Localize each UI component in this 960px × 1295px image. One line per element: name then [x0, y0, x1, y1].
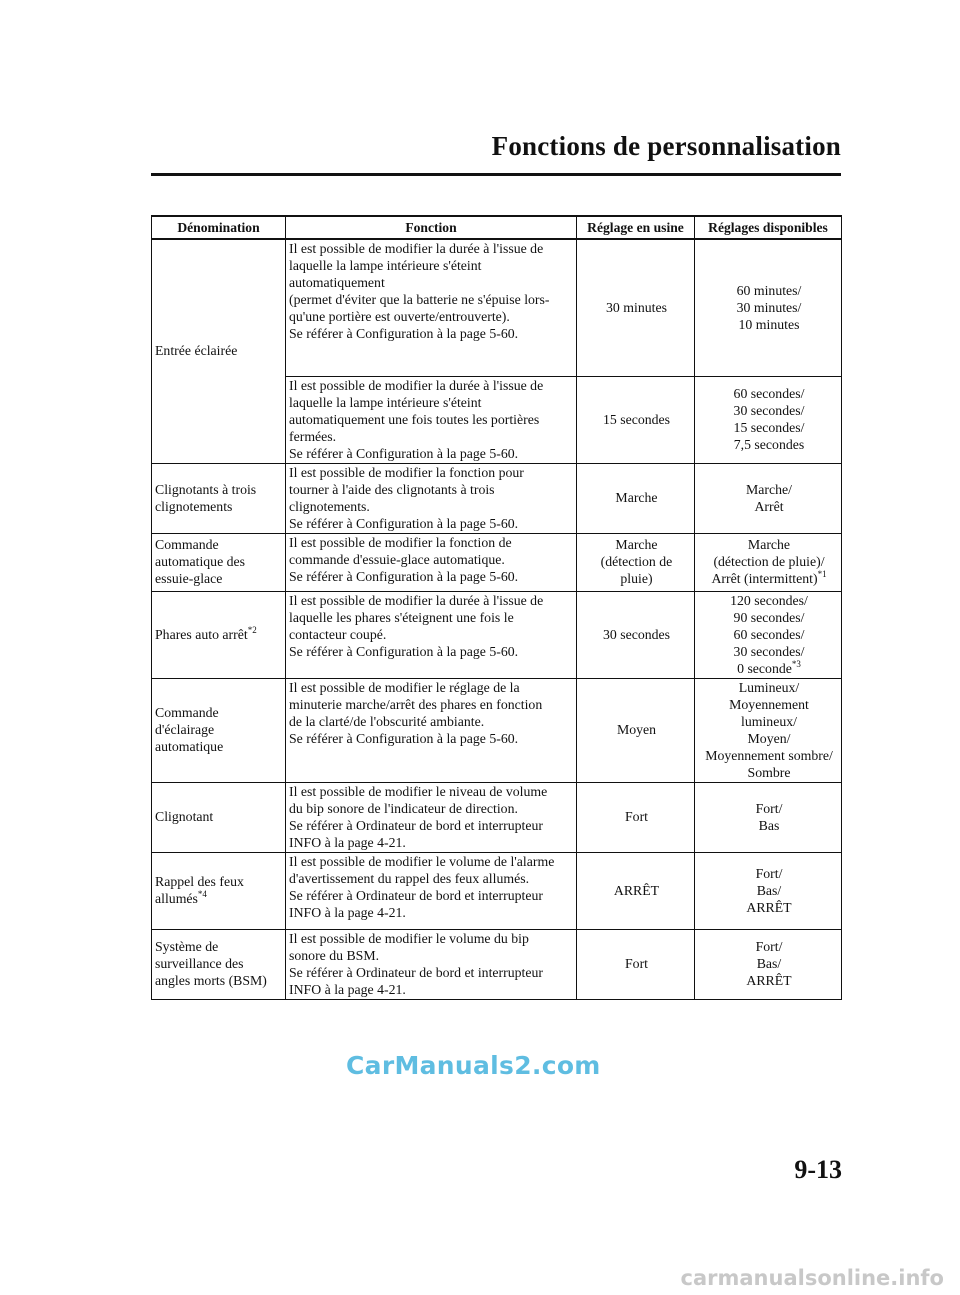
cell-denomination-line: Entrée éclairée — [155, 343, 238, 359]
cell-fonction-line: Il est possible de modifier la durée à l'issue de — [289, 377, 544, 393]
cell-reglage-usine — [577, 782, 695, 852]
cell-fonction-line: laquelle la lampe intérieure s'éteint — [289, 258, 482, 273]
cell-reglage-usine — [577, 533, 695, 591]
cell-denomination-line: Commande — [155, 705, 219, 720]
cell-reglage-usine — [577, 591, 695, 678]
cell-reglage-usine — [577, 678, 695, 782]
cell-denomination-line: automatique — [155, 739, 224, 754]
cell-fonction-line: Se référer à Configuration à la page 5-60. — [289, 515, 519, 531]
cell-denomination-line: Système de — [155, 939, 219, 954]
cell-reglages-disponibles-line: 120 secondes/ — [730, 592, 808, 608]
cell-reglages-disponibles-line: Fort/ — [755, 939, 783, 954]
cell-fonction — [286, 782, 577, 852]
footnote-marker: *1 — [817, 569, 827, 579]
cell-denomination-line: Phares auto arrêt$^{*2}$ — [155, 624, 257, 642]
cell-reglages-disponibles — [695, 376, 842, 463]
cell-reglage-usine — [577, 852, 695, 929]
cell-reglage-usine-line: Fort — [625, 809, 648, 824]
cell-reglage-usine-line: 30 secondes — [602, 626, 671, 642]
cell-reglage-usine-line: Marche — [615, 537, 658, 552]
title-rule — [151, 173, 841, 176]
cell-reglage-usine — [577, 376, 695, 463]
cell-reglages-disponibles-line: 15 secondes/ — [733, 420, 805, 435]
cell-fonction-line: qu'une portière est ouverte/entrouverte). — [289, 309, 510, 324]
cell-reglages-disponibles-line: lumineux/ — [741, 713, 797, 729]
cell-denomination — [152, 533, 286, 591]
table-row — [152, 463, 842, 533]
cell-fonction-line: Se référer à Ordinateur de bord et interrupteur — [289, 887, 543, 903]
cell-reglages-disponibles-line: 30 secondes/ — [733, 403, 805, 418]
cell-denomination — [152, 929, 286, 999]
cell-denomination-line: automatique des — [155, 554, 246, 569]
table-row — [152, 533, 842, 591]
cell-fonction-line: Il est possible de modifier le volume de l'alarme — [289, 853, 555, 869]
cell-fonction-line: tourner à l'aide des clignotants à trois — [289, 481, 495, 497]
cell-reglages-disponibles-line: 30 minutes/ — [736, 299, 802, 315]
cell-reglages-disponibles-line: Moyen/ — [747, 730, 791, 746]
cell-reglages-disponibles-line: ARRÊT — [746, 899, 792, 915]
cell-fonction-line: Il est possible de modifier la fonction de — [289, 534, 512, 550]
cell-fonction-line: clignotements. — [289, 498, 370, 514]
cell-fonction-line: sonore du BSM. — [289, 947, 380, 963]
cell-denomination-line: Clignotants à trois — [155, 481, 257, 497]
cell-reglage-usine-line: ARRÊT — [613, 882, 660, 898]
table-row — [152, 678, 842, 782]
cell-denomination — [152, 239, 286, 463]
cell-reglages-disponibles-line: Bas/ — [756, 882, 782, 898]
cell-fonction — [286, 463, 577, 533]
cell-reglage-usine-line: pluie) — [620, 571, 653, 586]
cell-denomination-line: Clignotant — [155, 809, 214, 824]
cell-denomination-line: surveillance des — [155, 956, 244, 971]
cell-reglages-disponibles-line: Lumineux/ — [738, 679, 800, 695]
cell-reglages-disponibles-line: Moyennement sombre/ — [705, 747, 833, 763]
cell-reglages-disponibles-line: 90 secondes/ — [733, 609, 805, 625]
table-row — [152, 239, 842, 376]
cell-reglages-disponibles — [695, 463, 842, 533]
cell-fonction-line: Se référer à Configuration à la page 5-60. — [289, 326, 519, 341]
cell-fonction — [286, 533, 577, 591]
cell-reglages-disponibles — [695, 239, 842, 376]
cell-reglage-usine-line: Moyen — [616, 722, 657, 737]
cell-fonction-line: Il est possible de modifier la durée à l'issue de — [289, 241, 544, 256]
cell-reglage-usine-line: 30 minutes — [606, 299, 667, 315]
cell-denomination-line: Rappel des feux — [155, 874, 244, 889]
cell-reglages-disponibles-line: Bas/ — [756, 956, 782, 971]
cell-reglages-disponibles-line: Marche/ — [746, 481, 792, 497]
column-header-denomination: Dénomination — [152, 216, 286, 239]
cell-reglages-disponibles-line: Sombre — [747, 764, 791, 780]
table-row — [152, 929, 842, 999]
cell-denomination-line: Commande — [155, 537, 219, 552]
cell-reglage-usine-line: Marche — [615, 490, 658, 505]
cell-reglages-disponibles — [695, 852, 842, 929]
cell-denomination — [152, 591, 286, 678]
cell-fonction-line: (permet d'éviter que la batterie ne s'épuise lors- — [289, 292, 550, 307]
cell-fonction-line: INFO à la page 4-21. — [289, 834, 406, 850]
cell-reglages-disponibles-line: Arrêt — [754, 498, 784, 514]
cell-reglages-disponibles-line: Marche — [747, 537, 791, 552]
cell-reglage-usine — [577, 239, 695, 376]
cell-reglages-disponibles — [695, 533, 842, 591]
cell-denomination — [152, 678, 286, 782]
cell-fonction-line: automatiquement — [289, 275, 385, 290]
column-header-reglages-disponibles: Réglages disponibles — [695, 216, 842, 239]
cell-fonction-line: Se référer à Ordinateur de bord et interrupteur — [289, 964, 543, 980]
cell-fonction-line: Il est possible de modifier le volume du bip — [289, 930, 529, 946]
column-header-reglage-usine: Réglage en usine — [577, 216, 695, 239]
cell-fonction-line: INFO à la page 4-21. — [289, 981, 406, 997]
cell-fonction — [286, 852, 577, 929]
table-row — [152, 852, 842, 929]
cell-fonction-line: Il est possible de modifier la fonction pour — [289, 464, 524, 480]
cell-fonction-line: d'avertissement du rappel des feux allumés. — [289, 870, 530, 886]
cell-denomination-line: allumés$^{*4}$ — [155, 889, 207, 906]
section-title: Fonctions de personnalisation — [491, 131, 841, 161]
cell-fonction-line: laquelle les phares s'éteignent une fois le — [289, 609, 514, 625]
cell-fonction — [286, 376, 577, 463]
cell-fonction — [286, 929, 577, 999]
cell-denomination — [152, 782, 286, 852]
watermark-logo: CarManuals2.com — [346, 1051, 601, 1080]
cell-reglages-disponibles — [695, 929, 842, 999]
cell-fonction-line: Se référer à Configuration à la page 5-60. — [289, 445, 519, 461]
settings-table — [151, 215, 842, 1000]
cell-fonction-line: INFO à la page 4-21. — [289, 904, 406, 920]
cell-reglages-disponibles — [695, 591, 842, 678]
cell-fonction-line: Il est possible de modifier le niveau de volume — [289, 783, 548, 799]
table-body — [152, 239, 842, 999]
cell-fonction-line: Se référer à Configuration à la page 5-60. — [289, 568, 519, 584]
cell-denomination — [152, 463, 286, 533]
cell-fonction — [286, 678, 577, 782]
cell-fonction-line: commande d'essuie-glace automatique. — [289, 551, 505, 567]
cell-reglages-disponibles-line: (détection de pluie)/ — [713, 554, 825, 569]
cell-reglage-usine-line: Fort — [625, 956, 648, 971]
cell-reglages-disponibles-line: 10 minutes — [738, 316, 800, 332]
cell-reglages-disponibles-line: Arrêt (intermittent)$^{*1}$ — [711, 569, 827, 586]
cell-fonction-line: automatiquement une fois toutes les portières — [289, 411, 540, 427]
cell-reglage-usine-line: 15 secondes — [602, 411, 671, 427]
cell-reglages-disponibles-line: 7,5 secondes — [733, 437, 805, 452]
page-number: 9-13 — [794, 1155, 842, 1184]
cell-fonction — [286, 591, 577, 678]
cell-reglages-disponibles-line: ARRÊT — [746, 973, 792, 988]
cell-fonction-line: contacteur coupé. — [289, 626, 387, 642]
cell-fonction-line: laquelle la lampe intérieure s'éteint — [289, 394, 482, 410]
footnote-marker: *2 — [247, 624, 257, 635]
column-header-fonction: Fonction — [286, 216, 577, 239]
footer-site-url: carmanualsonline.info — [680, 1266, 944, 1290]
cell-reglage-usine — [577, 929, 695, 999]
cell-fonction-line: Se référer à Ordinateur de bord et interrupteur — [289, 817, 543, 833]
cell-denomination — [152, 852, 286, 929]
cell-reglages-disponibles-line: 60 secondes/ — [733, 626, 805, 642]
cell-fonction-line: Se référer à Configuration à la page 5-60. — [289, 643, 519, 659]
cell-reglages-disponibles — [695, 678, 842, 782]
cell-reglage-usine — [577, 463, 695, 533]
cell-reglages-disponibles-line: 30 secondes/ — [733, 643, 805, 659]
cell-reglages-disponibles-line: Fort/ — [755, 800, 783, 816]
cell-fonction-line: du bip sonore de l'indicateur de direction. — [289, 800, 518, 816]
cell-denomination-line: clignotements — [155, 498, 233, 514]
cell-reglages-disponibles-line: 60 minutes/ — [736, 282, 802, 298]
cell-fonction-line: Il est possible de modifier le réglage de la — [289, 679, 520, 695]
cell-reglages-disponibles-line: 60 secondes/ — [733, 386, 805, 401]
table-row — [152, 591, 842, 678]
cell-denomination-line: angles morts (BSM) — [155, 973, 267, 988]
cell-fonction-line: minuterie marche/arrêt des phares en fonction — [289, 696, 543, 712]
cell-reglages-disponibles — [695, 782, 842, 852]
cell-reglages-disponibles-line: Fort/ — [755, 865, 783, 881]
table-header-row — [152, 216, 842, 239]
cell-reglage-usine-line: (détection de — [600, 554, 673, 569]
table-row — [152, 782, 842, 852]
cell-reglages-disponibles-line: Bas — [758, 817, 780, 833]
cell-reglages-disponibles-line: 0 seconde$^{*3}$ — [737, 658, 801, 676]
cell-denomination-line: d'éclairage — [155, 722, 215, 737]
cell-denomination-line: essuie-glace — [155, 571, 223, 586]
cell-reglages-disponibles-line: Moyennement — [729, 696, 809, 712]
cell-fonction — [286, 239, 577, 376]
cell-fonction-line: Se référer à Configuration à la page 5-60. — [289, 730, 519, 746]
cell-fonction-line: fermées. — [289, 428, 337, 444]
footnote-marker: *3 — [791, 658, 801, 669]
footnote-marker: *4 — [197, 889, 207, 899]
cell-fonction-line: Il est possible de modifier la durée à l'issue de — [289, 592, 544, 608]
cell-fonction-line: de la clarté/de l'obscurité ambiante. — [289, 713, 485, 729]
